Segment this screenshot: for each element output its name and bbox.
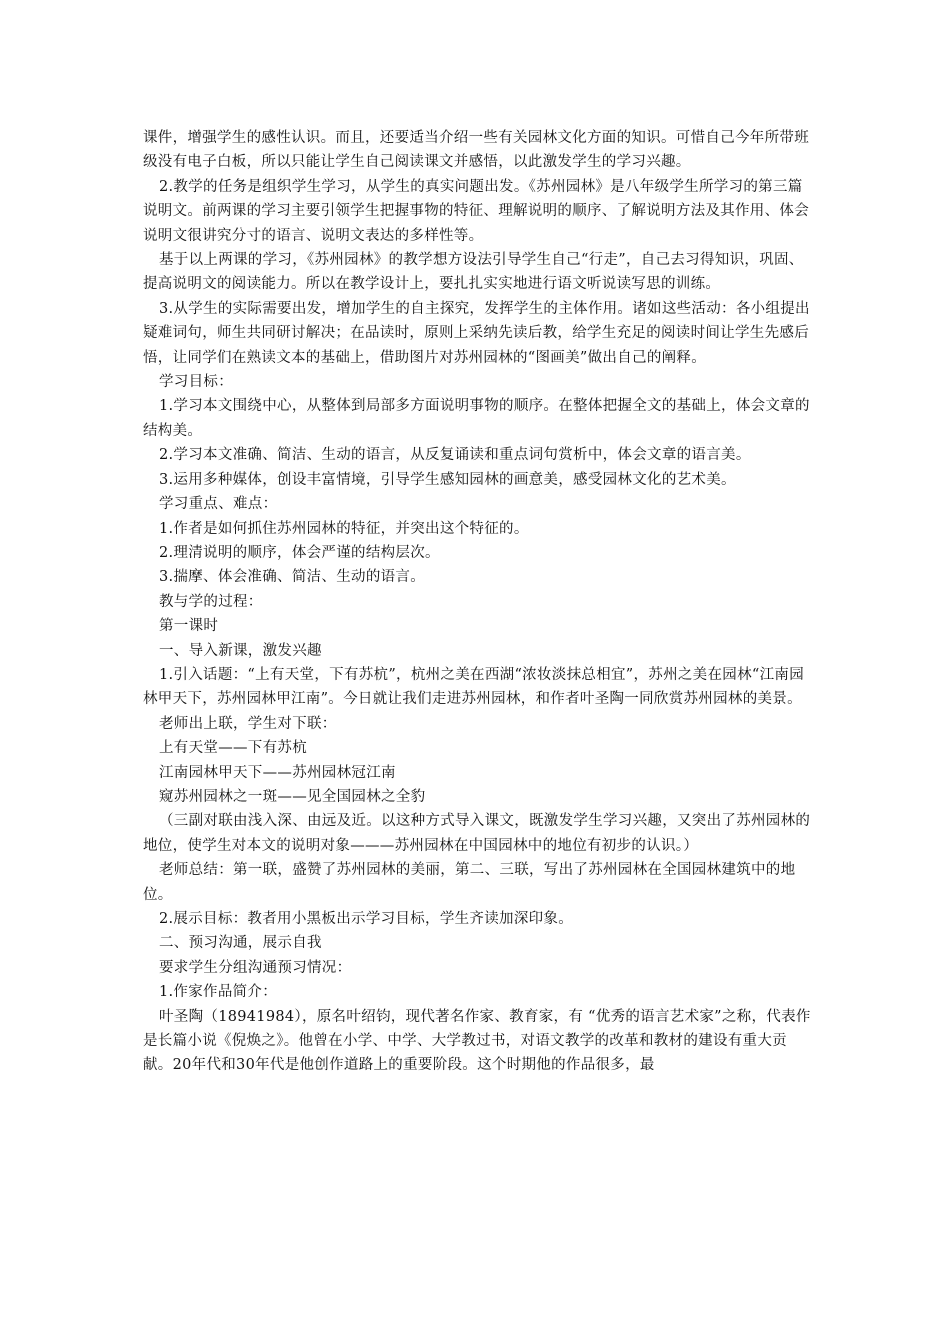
paragraph: 1.学习本文围绕中心，从整体到局部多方面说明事物的顺序。在整体把握全文的基础上，体会文章的结构美。 xyxy=(143,398,810,439)
paragraph: 学习目标： xyxy=(159,374,233,391)
document-body xyxy=(143,126,813,1078)
paragraph: 一、导入新课，激发兴趣 xyxy=(159,642,322,659)
paragraph: 江南园林甲天下——苏州园林冠江南 xyxy=(159,764,396,781)
paragraph: 3.从学生的实际需要出发，增加学生的自主探究，发挥学生的主体作用。诸如这些活动：各小组提出疑难词句，师生共同研讨解决；在品读时，原则上采纳先读后教，给学生充足的阅读时间让学生先感后悟，让同学们在熟读文本的基础上，借助图片对苏州园林的“图画美”做出自己的阐释。 xyxy=(143,300,810,366)
paragraph: 2.理清说明的顺序，体会严谨的结构层次。 xyxy=(159,544,440,561)
paragraph: 1.作家作品简介： xyxy=(159,984,278,1001)
paragraph: 3.运用多种媒体，创设丰富情境，引导学生感知园林的画意美，感受园林文化的艺术美。 xyxy=(159,471,736,488)
paragraph: 老师总结：第一联，盛赞了苏州园林的美丽，第二、三联，写出了苏州园林在全国园林建筑中的地位。 xyxy=(143,862,796,903)
paragraph: 窥苏州园林之一斑——见全国园林之全豹 xyxy=(159,788,426,805)
paragraph: 上有天堂——下有苏杭 xyxy=(159,740,307,757)
paragraph: 要求学生分组沟通预习情况： xyxy=(159,959,352,976)
paragraph: 第一课时 xyxy=(159,618,219,635)
paragraph: 课件，增强学生的感性认识。而且，还要适当介绍一些有关园林文化方面的知识。可惜自己今年所带班级没有电子白板，所以只能让学生自己阅读课文并感悟，以此激发学生的学习兴趣。 xyxy=(143,130,809,171)
paragraph: 1.引入话题：“上有天堂，下有苏杭”，杭州之美在西湖“浓妆淡抹总相宜”，苏州之美在园林“江南园林甲天下，苏州园林甲江南”。今日就让我们走进苏州园林，和作者叶圣陶一同欣赏苏州园林的美景。 xyxy=(143,666,804,708)
paragraph: 2.教学的任务是组织学生学习，从学生的真实问题出发。《苏州园林》是八年级学生所学习的第三篇说明文。前两课的学习主要引领学生把握事物的特征、理解说明的顺序、了解说明方法及其作用、体会说明文很讲究分寸的语言、说明文表达的多样性等。 xyxy=(143,178,809,244)
paragraph: 2.学习本文准确、简洁、生动的语言，从反复诵读和重点词句赏析中，体会文章的语言美。 xyxy=(159,447,751,464)
paragraph: 学习重点、难点： xyxy=(159,496,278,513)
paragraph: 2.展示目标：教者用小黑板出示学习目标，学生齐读加深印象。 xyxy=(159,911,574,927)
paragraph: 教与学的过程： xyxy=(159,593,263,610)
paragraph: 基于以上两课的学习，《苏州园林》的教学想方设法引导学生自己“行走”，自己去习得知识，巩固、提高说明文的阅读能力。所以在教学设计上，要扎扎实实地进行语文听说读写思的训练。 xyxy=(143,252,804,293)
paragraph: 1.作者是如何抓住苏州园林的特征，并突出这个特征的。 xyxy=(159,520,529,537)
paragraph: 叶圣陶（18941984），原名叶绍钧，现代著名作家、教育家，有 “优秀的语言艺术家”之称，代表作是长篇小说《倪焕之》。他曾在小学、中学、大学教过书，对语文教学的改革和教材的建设有重大贡献。20年代和30年代是他创作道路上的重要阶段。这个时期他的作品很多，最 xyxy=(143,1008,811,1074)
paragraph: 3.揣摩、体会准确、简洁、生动的语言。 xyxy=(159,569,426,586)
paragraph: （三副对联由浅入深、由远及近。以这种方式导入课文，既激发学生学习兴趣，又突出了苏州园林的地位，使学生对本文的说明对象———苏州园林在中国园林中的地位有初步的认识。） xyxy=(143,813,811,854)
paragraph: 二、预习沟通，展示自我 xyxy=(159,935,322,952)
paragraph: 老师出上联，学生对下联： xyxy=(159,715,337,732)
